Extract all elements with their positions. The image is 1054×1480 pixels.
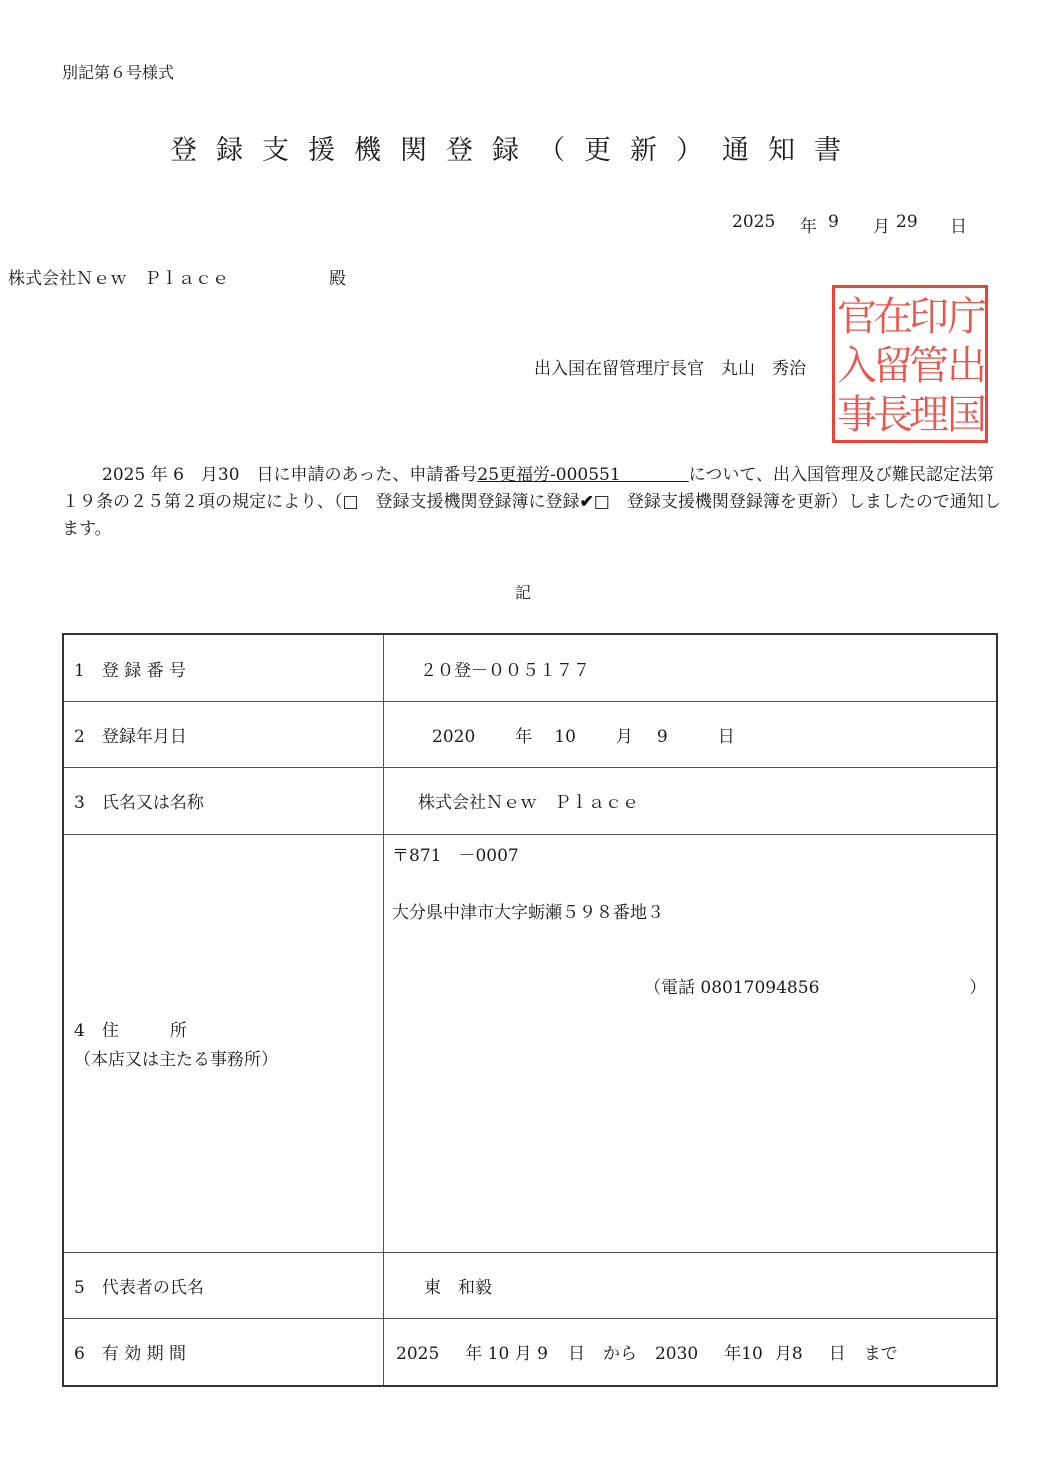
- table-row: [63, 702, 997, 768]
- year-unit: 年: [515, 727, 533, 748]
- issue-day-unit: 日: [950, 217, 967, 237]
- reg-year: 2020: [432, 727, 476, 748]
- row-label: 1 登 録 番 号: [63, 634, 384, 702]
- document-title: 登録支援機関登録（更新）通知書: [170, 135, 860, 166]
- issue-year: 2025: [732, 212, 776, 232]
- seal-char: 留: [873, 343, 913, 389]
- month-unit: 月: [200, 465, 218, 485]
- postal-code: 〒871 －0007: [392, 845, 519, 866]
- seal-char: 庁: [947, 294, 987, 340]
- day-unit: 日: [256, 465, 274, 485]
- table-row: [63, 834, 997, 1252]
- seal-char: 事: [837, 392, 877, 438]
- body-text-1: に申請のあった、申請番号: [273, 465, 478, 485]
- seal-char: 出: [947, 343, 987, 389]
- body-text-3: 登録支援機関登録簿を更新）しましたので通知します。: [62, 492, 1001, 539]
- month-unit: 月: [774, 1344, 792, 1365]
- issuer-title: 出入国在留管理庁長官: [534, 359, 704, 379]
- row-label: 6 有 効 期 間: [63, 1318, 384, 1386]
- ki-heading: 記: [515, 583, 532, 602]
- registration-number: ２０登－００５１７７: [384, 634, 998, 702]
- month-unit: 月: [514, 1344, 532, 1365]
- body-text-2: について、出入国管理及び難民認定法第１９条の２５第２項の規定により、（□ 登録支援機関登録簿に登録: [62, 465, 994, 512]
- issuer-name: 丸山 秀治: [721, 359, 806, 379]
- official-seal: [832, 285, 988, 443]
- seal-char: 入: [837, 343, 877, 389]
- address-sublabel: （本店又は主たる事務所）: [74, 1050, 278, 1071]
- seal-char: 国: [947, 392, 987, 438]
- table-row: [63, 1252, 997, 1318]
- phone-open: （電話: [644, 977, 695, 998]
- phone-close: ）: [969, 977, 987, 998]
- row-label: 5 代表者の氏名: [63, 1252, 384, 1318]
- application-day: 30: [217, 465, 240, 485]
- from-month: 10: [487, 1344, 510, 1365]
- kara: から: [602, 1344, 637, 1365]
- issue-month: 9: [828, 212, 839, 232]
- addressee-name: 株式会社Ｎｅｗ Ｐｌａｃｅ: [8, 269, 229, 289]
- reg-month: 10: [554, 727, 576, 748]
- address-cell: [384, 834, 998, 1252]
- registration-table: [62, 633, 998, 1387]
- phone-line: [644, 973, 996, 998]
- issue-day: 29: [896, 212, 918, 232]
- to-day: 8: [791, 1344, 803, 1365]
- phone-number: 08017094856: [700, 977, 820, 998]
- day-unit: 日: [567, 1344, 585, 1365]
- seal-char: 官: [837, 294, 877, 340]
- seal-char: 理: [909, 392, 949, 438]
- application-year: 2025: [102, 465, 146, 485]
- application-number: 25更福労-000551: [477, 465, 621, 485]
- day-unit: 日: [717, 727, 735, 748]
- month-unit: 月: [615, 727, 633, 748]
- form-number: 別記第６号様式: [62, 63, 175, 82]
- year-unit: 年: [724, 1344, 742, 1365]
- row-label: 3 氏名又は名称: [63, 768, 384, 834]
- validity-period: [384, 1318, 998, 1386]
- addressee: [8, 264, 346, 289]
- issue-year-unit: 年: [800, 217, 817, 237]
- row-label: 2 登録年月日: [63, 702, 384, 768]
- to-year: 2030: [654, 1344, 699, 1365]
- seal-char: 長: [873, 392, 913, 438]
- from-day: 9: [537, 1344, 548, 1365]
- made: まで: [863, 1344, 898, 1365]
- day-unit: 日: [828, 1344, 846, 1365]
- registration-date: [384, 702, 998, 768]
- row-label: [63, 834, 384, 1252]
- address-line: 大分県中津市大字蛎瀬５９８番地３: [392, 902, 664, 923]
- reg-day: 9: [656, 727, 668, 748]
- addressee-honorific: 殿: [329, 269, 346, 289]
- table-row: [63, 634, 997, 702]
- address-label: 4 住 所: [74, 1021, 187, 1042]
- representative-name: 東 和毅: [384, 1252, 998, 1318]
- seal-char: 在: [873, 294, 913, 340]
- issue-month-unit: 月: [873, 217, 890, 237]
- company-name: 株式会社Ｎｅｗ Ｐｌａｃｅ: [384, 768, 998, 834]
- seal-char: 管: [909, 343, 949, 389]
- check-mark: ✔□: [579, 492, 610, 512]
- issuer: [534, 354, 806, 379]
- year-unit: 年: [465, 1344, 483, 1365]
- notification-body: [62, 462, 1002, 543]
- to-month: 10: [741, 1344, 763, 1365]
- year-unit: 年: [150, 465, 168, 485]
- table-row: [63, 1318, 997, 1386]
- from-year: 2025: [396, 1344, 440, 1365]
- table-row: [63, 768, 997, 834]
- seal-char: 印: [909, 294, 949, 340]
- application-month: 6: [173, 465, 184, 485]
